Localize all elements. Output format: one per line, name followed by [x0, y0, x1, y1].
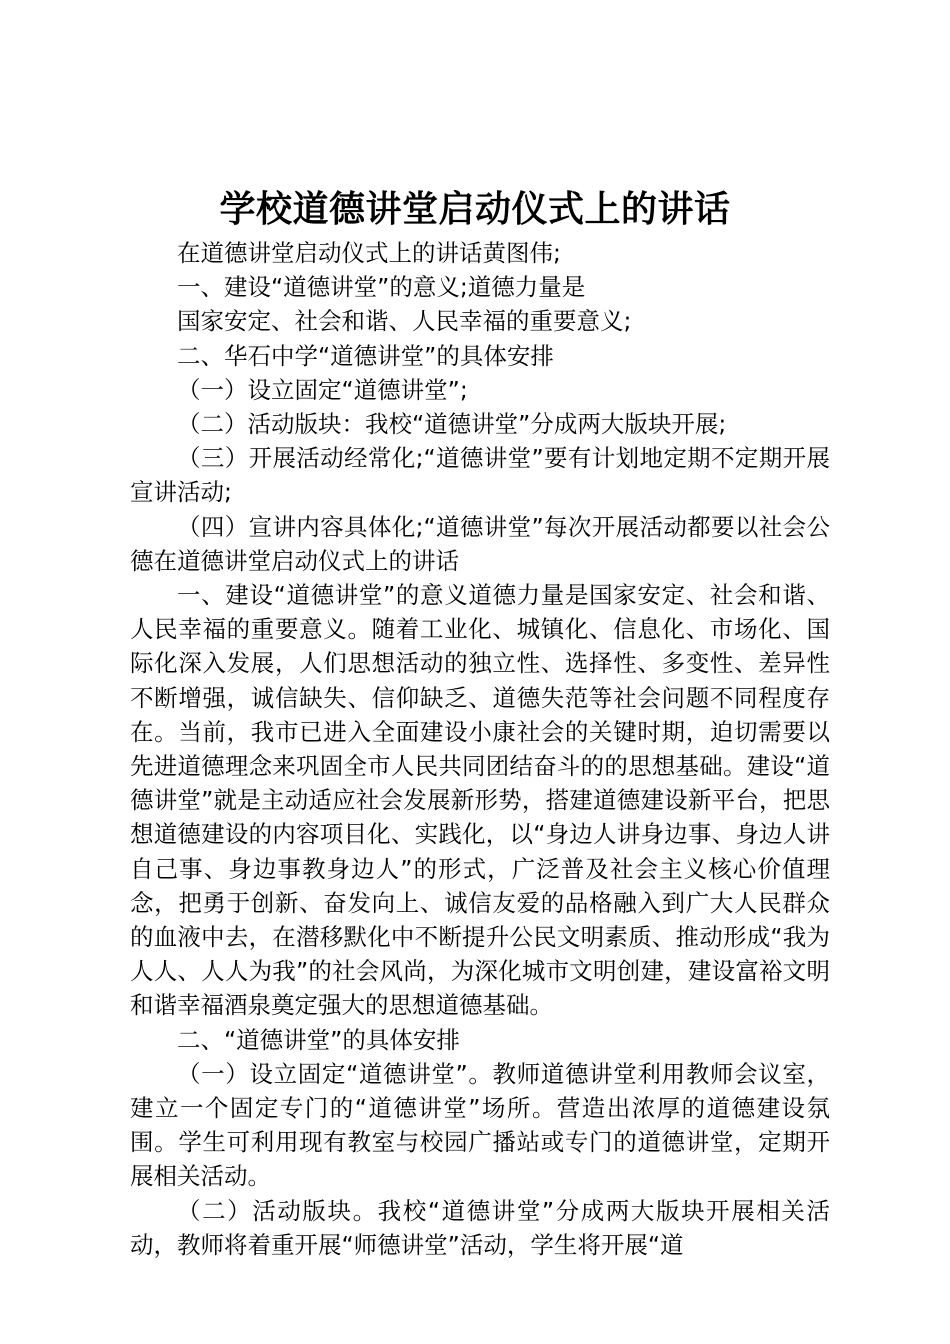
- paragraph: （二）活动版块。我校“道德讲堂”分成两大版块开展相关活动，教师将着重开展“师德讲堂”活动，学生将开展“道: [130, 1196, 830, 1259]
- paragraph: （二）活动版块：我校“道德讲堂”分成两大版块开展;: [177, 410, 727, 439]
- paragraph: 一、建设“道德讲堂”的意义道德力量是国家安定、社会和谐、人民幸福的重要意义。随着工业化、城镇化、信息化、市场化、国际化深入发展，人们思想活动的独立性、选择性、多变性、差异性不断增强，诚信缺失、信仰缺乏、道德失范等社会问题不同程度存在。当前，我市已进入全面建设小康社会的关键时期，迫切需要以先进道德理念来巩固全市人民共同团结奋斗的的思想基础。建设“道德讲堂”就是主动适应社会发展新形势，搭建道德建设新平台，把思想道德建设的内容项目化、实践化，以“身边人讲身边事、身边人讲自己事、身边事教身边人”的形式，广泛普及社会主义核心价值理念，把勇于创新、奋发向上、诚信友爱的品格融入到广大人民群众的血液中去，在潜移默化中不断提升公民文明素质、推动形成“我为人人、人人为我”的社会风尚，为深化城市文明创建，建设富裕文明和谐幸福酒泉奠定强大的思想道德基础。: [130, 581, 830, 1020]
- paragraph: 二、华石中学“道德讲堂”的具体安排: [177, 341, 554, 370]
- document-body: [130, 236, 830, 1262]
- paragraph: 一、建设“道德讲堂”的意义;道德力量是: [177, 273, 586, 302]
- paragraph: 国家安定、社会和谐、人民幸福的重要意义;: [177, 307, 632, 336]
- paragraph: （一）设立固定“道德讲堂”;: [177, 375, 468, 404]
- paragraph: （三）开展活动经常化;“道德讲堂”要有计划地定期不定期开展宣讲活动;: [130, 444, 830, 507]
- paragraph: （四）宣讲内容具体化;“道德讲堂”每次开展活动都要以社会公德在道德讲堂启动仪式上的讲话: [130, 512, 830, 575]
- paragraph: （一）设立固定“道德讲堂”。教师道德讲堂利用教师会议室，建立一个固定专门的“道德讲堂”场所。营造出浓厚的道德建设氛围。学生可利用现有教室与校园广播站或专门的道德讲堂，定期开展相关活动。: [130, 1059, 830, 1191]
- document-title: 学校道德讲堂启动仪式上的讲话: [219, 188, 731, 230]
- paragraph: 在道德讲堂启动仪式上的讲话黄图伟;: [177, 239, 561, 267]
- paragraph: 二、“道德讲堂”的具体安排: [177, 1025, 460, 1054]
